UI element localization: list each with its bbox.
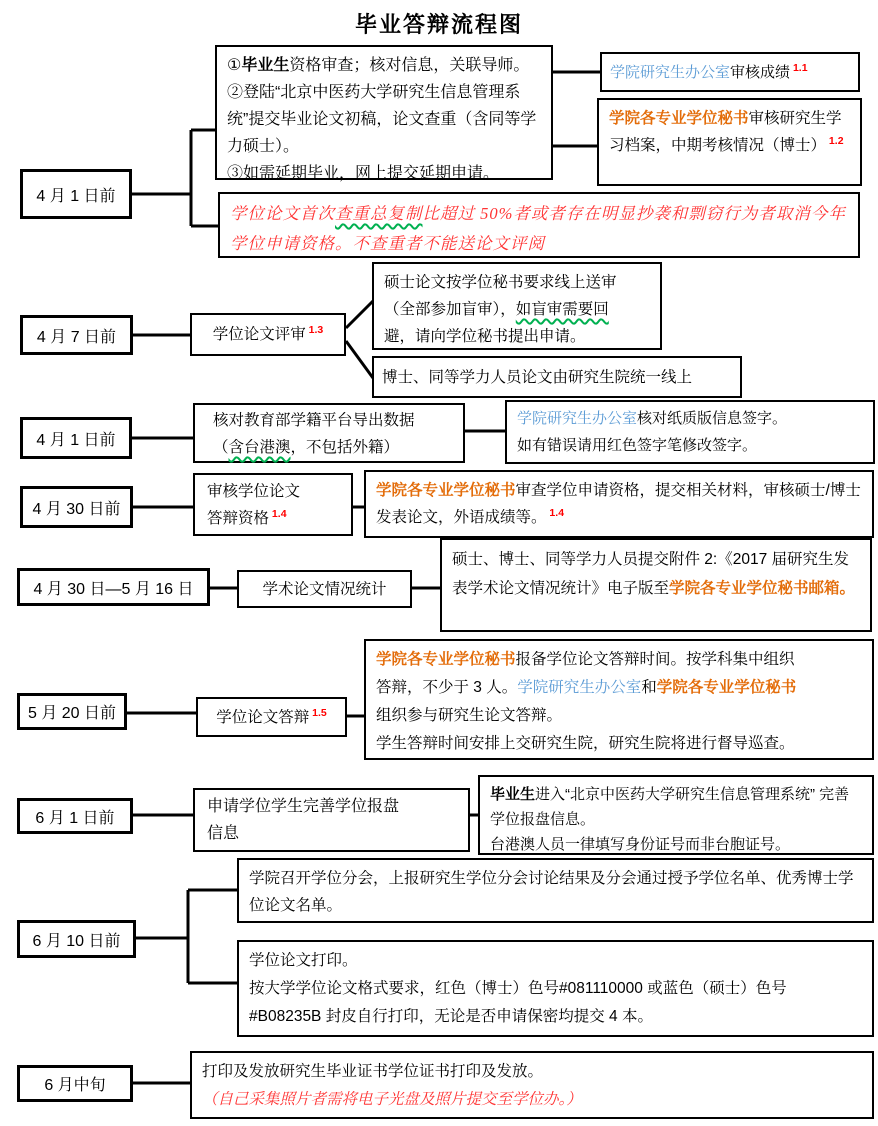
info-box-graduate-report-system: 毕业生进入“北京中医药大学研究生信息管理系统” 完善学位报盘信息。 台港澳人员一律填写身份证号而非台胞证号。 xyxy=(478,775,874,855)
date-box-april30-may16: 4 月 30 日—5 月 16 日 xyxy=(17,568,210,606)
process-box-degree-report-info: 申请学位学生完善学位报盘 信息 xyxy=(193,788,470,852)
warning-box-plagiarism-check: 学位论文首次查重总复制比超过 50%者或者存在明显抄袭和剽窃行为者取消今年学位申请资格。不查重者不能送论文评阅 xyxy=(218,192,860,258)
process-box-thesis-defense: 学位论文答辩 $^{1.5}$ xyxy=(196,697,347,737)
date-box-june-1: 6 月 1 日前 xyxy=(17,798,133,834)
info-box-doctor-unified-review: 博士、同等学力人员论文由研究生院统一线上 xyxy=(372,356,742,398)
date-box-april-1b: 4 月 1 日前 xyxy=(20,417,132,459)
date-box-mid-june: 6 月中旬 xyxy=(17,1065,133,1102)
date-box-april-30: 4 月 30 日前 xyxy=(20,486,133,528)
date-box-april-1: 4 月 1 日前 xyxy=(20,169,132,219)
info-box-office-paper-sign: 学院研究生办公室核对纸质版信息签字。 如有错误请用红色签字笔修改签字。 xyxy=(505,400,875,464)
info-box-defense-organization: 学院各专业学位秘书报备学位论文答辩时间。按学科集中组织 答辩，不少于 3 人。学院研究生办公室和学院各专业学位秘书 组织参与研究生论文答辩。 学生答辩时间安排上交研究生院，研究生院将进行督导巡查。 xyxy=(364,639,874,760)
info-box-office-check-scores: 学院研究生办公室审核成绩 $^{1.1}$ xyxy=(600,52,860,92)
page-title: 毕业答辩流程图 xyxy=(354,12,523,37)
info-box-master-blind-review: 硕士论文按学位秘书要求线上送审 （全部参加盲审），如盲审需要回 避，请向学位秘书提出申请。 xyxy=(372,262,662,350)
info-box-attachment2-submit: 硕士、博士、同等学力人员提交附件 2:《2017 届研究生发表学术论文情况统计》电子版至学院各专业学位秘书邮箱。 xyxy=(440,538,872,632)
process-box-thesis-review: 学位论文评审 $^{1.3}$ xyxy=(190,313,346,356)
info-box-secretary-qualification-review: 学院各专业学位秘书审查学位申请资格，提交相关材料，审核硕士/博士发表论文，外语成绩等。 $^{1.4}$ xyxy=(364,470,874,538)
process-box-moe-data-check: 核对教育部学籍平台导出数据 （含台港澳，不包括外籍） xyxy=(193,403,465,463)
date-box-june-10: 6 月 10 日前 xyxy=(17,920,136,958)
process-box-defense-qualification: 审核学位论文 答辩资格 $^{1.4}$ xyxy=(193,473,353,536)
date-box-april-7: 4 月 7 日前 xyxy=(20,315,133,355)
info-box-certificate-issue: 打印及发放研究生毕业证书学位证书打印及发放。 （自己采集照片者需将电子光盘及照片提交至学位办。） xyxy=(190,1051,874,1119)
process-box-paper-statistics: 学术论文情况统计 xyxy=(237,570,412,608)
info-box-thesis-printing: 学位论文打印。 按大学学位论文格式要求，红色（博士）色号#081110000 或蓝色（硕士）色号 #B08235B 封皮自行打印，无论是否申请保密均提交 4 本。 xyxy=(237,940,874,1037)
date-box-may-20: 5 月 20 日前 xyxy=(17,693,127,730)
info-box-secretary-check-archives: 学院各专业学位秘书审核研究生学习档案，中期考核情况（博士） $^{1.2}$ xyxy=(597,98,862,186)
info-box-degree-subcommittee: 学院召开学位分会，上报研究生学位分会讨论结果及分会通过授予学位名单、优秀博士学位论文名单。 xyxy=(237,858,874,923)
process-box-graduate-qualification: ①毕业生资格审查；核对信息，关联导师。②登陆“北京中医药大学研究生信息管理系统”提交毕业论文初稿，论文查重（含同等学力硕士）。 ③如需延期毕业，网上提交延期申请。 xyxy=(215,45,553,180)
